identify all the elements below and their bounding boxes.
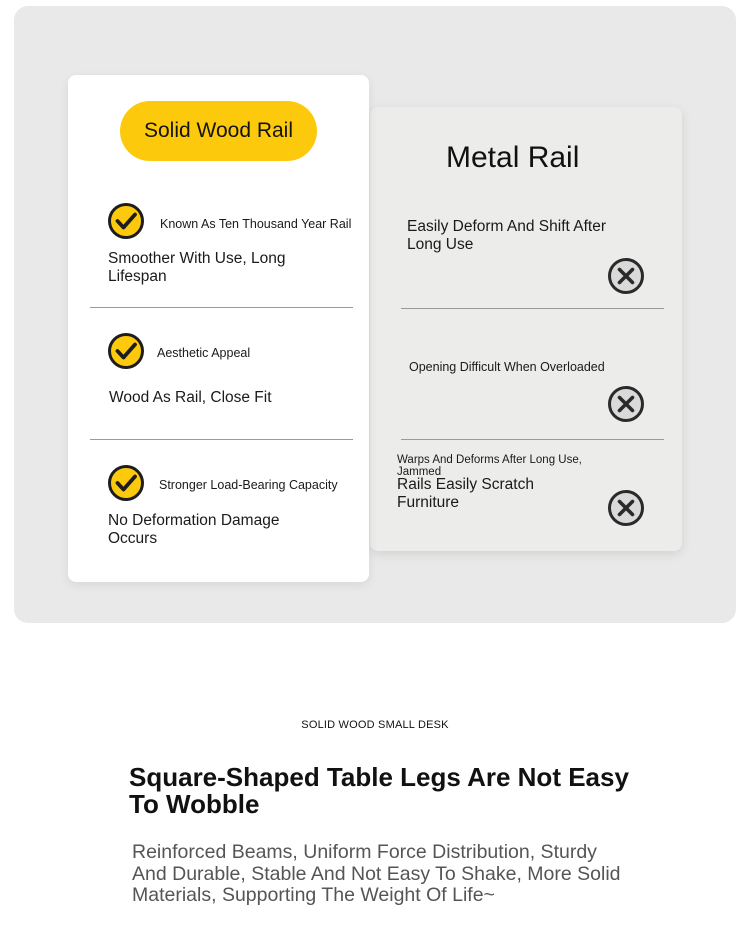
feature-body: Reinforced Beams, Uniform Force Distribution, Sturdy And Durable, Stable And Not Easy To Shake, More Solid Materials, Supporting The Weight Of Life~ (132, 841, 621, 906)
metal-divider-2 (401, 439, 664, 440)
wood-divider-2 (90, 439, 353, 440)
metal-item-2-description: Opening Difficult When Overloaded (409, 360, 605, 374)
solid-wood-rail-badge: Solid Wood Rail (120, 101, 317, 161)
check-icon (107, 464, 145, 502)
wood-item-2-heading: Aesthetic Appeal (157, 346, 251, 360)
metal-item-3-description: Rails Easily Scratch Furniture (397, 476, 534, 511)
metal-item-3-heading: Warps And Deforms After Long Use, Jammed (397, 454, 582, 478)
wood-item-3-heading: Stronger Load-Bearing Capacity (159, 478, 338, 492)
wood-item-3-description: No Deformation Damage Occurs (108, 512, 280, 547)
section-eyebrow: SOLID WOOD SMALL DESK (301, 719, 449, 731)
wood-item-1-heading: Known As Ten Thousand Year Rail (160, 217, 352, 231)
metal-divider-1 (401, 308, 664, 309)
solid-wood-rail-card (68, 75, 369, 582)
wood-item-2-description: Wood As Rail, Close Fit (109, 389, 272, 406)
check-icon (107, 202, 145, 240)
x-circle-icon (607, 385, 645, 423)
metal-item-1-description: Easily Deform And Shift After Long Use (407, 218, 607, 253)
x-circle-icon (607, 489, 645, 527)
x-circle-icon (607, 257, 645, 295)
feature-headline: Square-Shaped Table Legs Are Not Easy To Wobble (129, 762, 629, 819)
metal-rail-title: Metal Rail (446, 141, 580, 174)
wood-divider-1 (90, 307, 353, 308)
wood-item-1-description: Smoother With Use, Long Lifespan (108, 250, 286, 285)
metal-rail-card (370, 107, 682, 551)
check-icon (107, 332, 145, 370)
